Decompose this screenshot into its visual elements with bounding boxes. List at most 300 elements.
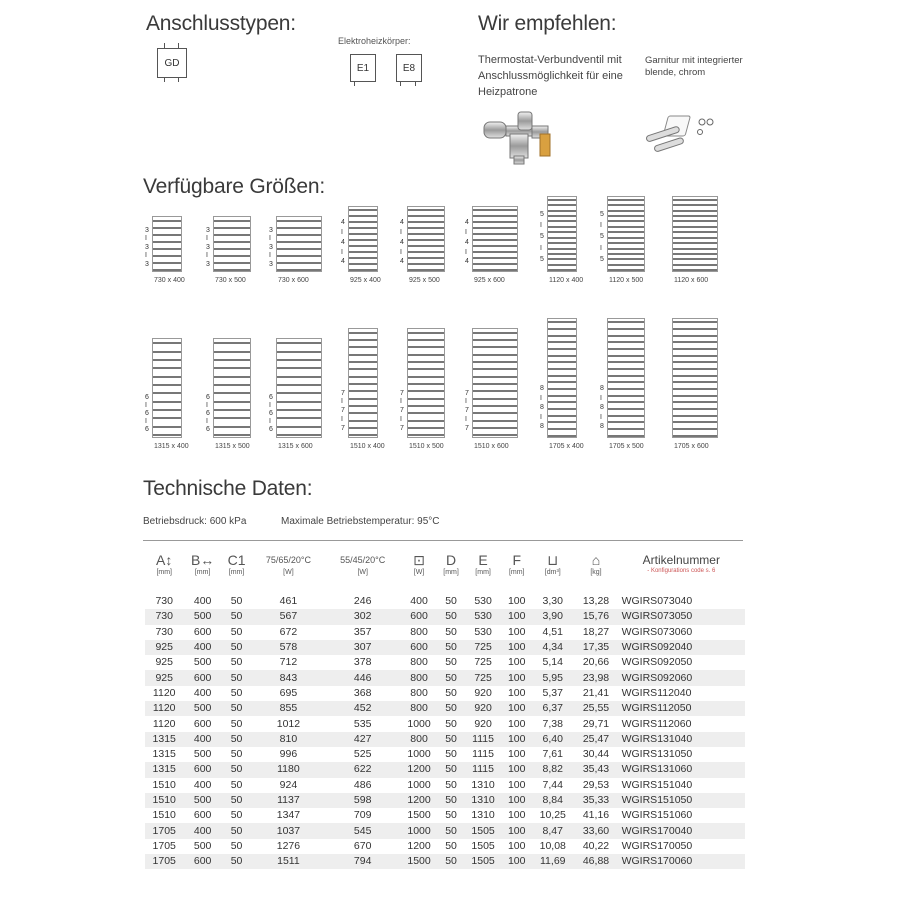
table-row <box>145 670 745 685</box>
table-cell: 246 <box>353 595 372 608</box>
radiator-rail <box>214 241 250 243</box>
radiator-rail <box>473 434 517 436</box>
section-count-label: 6 <box>206 410 210 417</box>
section-count-label: 7 <box>465 424 469 432</box>
section-count-label: 6 <box>206 426 210 433</box>
section-count-label: 4 <box>341 258 345 266</box>
table-cell: WGIRS170050 <box>621 839 693 852</box>
table-cell: 5,14 <box>542 656 563 669</box>
table-cell: 600 <box>183 762 221 777</box>
table-cell: 810 <box>251 732 325 747</box>
table-cell: 500 <box>193 656 212 669</box>
column-header-symbol: F <box>512 552 521 568</box>
column-header <box>464 552 502 594</box>
section-count-label: 6 <box>269 410 273 417</box>
table-cell: 25,47 <box>574 732 617 747</box>
column-header-unit: [W] <box>357 569 368 576</box>
heading-technische-daten: Technische Daten: <box>143 477 313 500</box>
table-cell: 6,40 <box>531 732 574 747</box>
table-cell: 1012 <box>276 717 301 730</box>
table-cell: 20,66 <box>582 656 610 669</box>
radiator-rail <box>153 234 181 236</box>
table-row <box>145 732 745 747</box>
table-cell: 23,98 <box>574 670 617 685</box>
table-cell: 50 <box>438 793 464 808</box>
table-cell: 50 <box>222 609 251 624</box>
radiator-rail <box>408 354 444 356</box>
radiator-rail <box>349 361 377 363</box>
radiator-rail <box>673 210 717 212</box>
table-cell: 1511 <box>251 854 325 869</box>
radiator-rail <box>408 227 444 229</box>
radiator-rail <box>153 241 181 243</box>
section-count-label: 4 <box>400 258 404 266</box>
radiator-rail <box>673 237 717 239</box>
table-cell: 600 <box>183 854 221 869</box>
table-cell: WGIRS151050 <box>618 793 745 808</box>
radiator-rail <box>673 258 717 260</box>
section-count-label: 6 <box>269 394 273 401</box>
radiator-rail <box>349 434 377 436</box>
table-body <box>145 594 745 869</box>
table-cell: 100 <box>507 595 526 608</box>
table-cell: 50 <box>222 732 251 747</box>
radiator-size-label: 1315 x 500 <box>215 443 250 450</box>
section-count-label: I <box>400 398 402 406</box>
radiator-size-label: 730 x 600 <box>278 277 309 284</box>
radiator-rail <box>277 269 321 271</box>
radiator-size-diagram <box>400 328 445 438</box>
table-cell: 452 <box>326 701 400 716</box>
radiator-size-diagram <box>269 338 322 438</box>
radiator-rail <box>153 409 181 411</box>
table-cell: 500 <box>183 793 221 808</box>
table-cell: 50 <box>438 762 464 777</box>
table-cell: WGIRS073060 <box>621 625 693 638</box>
radiator-size-label: 1705 x 500 <box>609 443 644 450</box>
table-cell: WGIRS170060 <box>618 854 745 869</box>
table-cell: 545 <box>326 823 400 838</box>
radiator-rail <box>277 359 321 361</box>
radiator-rail <box>473 233 517 235</box>
radiator-rail <box>153 351 181 353</box>
table-cell: 1200 <box>400 762 438 777</box>
radiator-size-diagram <box>672 196 718 272</box>
table-cell: WGIRS073050 <box>618 609 745 624</box>
radiator-rail <box>277 234 321 236</box>
thermostat-valve-image <box>482 108 562 168</box>
radiator-rail <box>548 355 576 357</box>
section-count-label: 3 <box>269 243 273 251</box>
table-cell: 1500 <box>400 854 438 869</box>
table-cell: 925 <box>145 640 183 655</box>
radiator-rail <box>153 417 181 419</box>
table-row <box>145 594 745 609</box>
table-cell: 1180 <box>251 762 325 777</box>
radiator-rail <box>408 420 444 422</box>
table-cell: 794 <box>326 854 400 869</box>
table-cell: 50 <box>230 686 243 699</box>
table-cell: 3,30 <box>542 595 563 608</box>
section-count-label: I <box>540 222 542 230</box>
table-cell: 500 <box>183 609 221 624</box>
table-cell: 1510 <box>145 793 183 808</box>
radiator-rail <box>153 359 181 361</box>
table-cell: 1310 <box>471 809 495 822</box>
table-cell: 4,34 <box>531 640 574 655</box>
column-header-unit: [mm] <box>475 569 491 576</box>
radiator-rail <box>548 248 576 250</box>
table-cell: 41,16 <box>582 809 610 822</box>
section-count-label: 7 <box>400 389 404 397</box>
radiator-rail <box>473 361 517 363</box>
table-cell: 50 <box>222 670 251 685</box>
radiator-rail <box>548 361 576 363</box>
table-cell: 5,37 <box>542 686 563 699</box>
table-cell: 535 <box>353 717 372 730</box>
section-count-label: 3 <box>206 227 210 235</box>
radiator-rail <box>673 421 717 423</box>
section-count-label: 7 <box>341 424 345 432</box>
column-header-unit: [mm] <box>156 569 172 576</box>
table-cell: 1000 <box>407 778 431 791</box>
radiator-size-diagram <box>269 216 322 272</box>
table-cell: 50 <box>222 762 251 777</box>
radiator-rail <box>548 395 576 397</box>
table-cell: 50 <box>230 809 243 822</box>
column-header <box>326 552 400 594</box>
radiator-rail <box>349 233 377 235</box>
column-header-unit: [mm] <box>194 569 211 576</box>
table-cell: 600 <box>183 670 221 685</box>
radiator-rail <box>153 269 181 271</box>
radiator-rail <box>277 417 321 419</box>
radiator-rail <box>408 332 444 334</box>
section-count-label: 3 <box>206 243 210 251</box>
table-cell: 100 <box>507 839 526 852</box>
radiator-rail <box>214 234 250 236</box>
table-cell: 29,71 <box>582 717 610 730</box>
column-header <box>183 552 221 594</box>
table-cell: 800 <box>410 686 428 699</box>
table-cell: WGIRS112060 <box>621 717 692 730</box>
radiator-rail <box>277 384 321 386</box>
column-header <box>222 552 251 594</box>
plug-icon <box>400 81 401 86</box>
table-cell: 33,60 <box>574 823 617 838</box>
table-cell: 725 <box>474 656 492 669</box>
radiator-rail <box>673 215 717 217</box>
section-count-label: I <box>269 418 271 425</box>
table-cell: 378 <box>353 656 372 669</box>
radiator-rail <box>608 264 644 266</box>
radiator-rail <box>408 390 444 392</box>
radiator-rail <box>408 245 444 247</box>
table-cell: 400 <box>193 595 212 608</box>
table-row <box>145 747 745 762</box>
radiator-rail <box>473 239 517 241</box>
radiator-rail <box>608 210 644 212</box>
table-cell: 50 <box>222 823 251 838</box>
radiator-rail <box>473 420 517 422</box>
section-count-label: 7 <box>400 424 404 432</box>
table-cell: 924 <box>279 778 298 791</box>
radiator-rail <box>277 376 321 378</box>
radiator-rail <box>548 415 576 417</box>
radiator-rail <box>153 220 181 222</box>
table-cell: 1115 <box>472 748 494 761</box>
table-cell: 400 <box>193 686 212 699</box>
table-cell: 855 <box>251 701 325 716</box>
radiator-rail <box>673 248 717 250</box>
table-cell: 11,69 <box>531 854 574 869</box>
section-count-label: 5 <box>540 210 544 218</box>
table-row <box>145 625 745 640</box>
radiator-size-diagram <box>341 206 378 272</box>
table-cell: 1505 <box>464 823 502 838</box>
column-header-unit: [mm] <box>443 569 459 576</box>
table-cell: 46,88 <box>574 854 617 869</box>
radiator-rail <box>473 412 517 414</box>
radiator-size-label: 1120 x 400 <box>549 277 584 284</box>
radiator-rail <box>473 354 517 356</box>
table-cell: 730 <box>145 609 183 624</box>
radiator-rail <box>408 269 444 271</box>
radiator-rail <box>153 342 181 344</box>
section-count-label: I <box>600 394 602 402</box>
table-cell: 30,44 <box>582 748 610 761</box>
section-count-label: 5 <box>600 210 604 218</box>
radiator-rail <box>349 420 377 422</box>
section-count-label: 6 <box>145 426 149 433</box>
radiator-rail <box>548 335 576 337</box>
radiator-rail <box>673 264 717 266</box>
table-cell: 400 <box>183 823 221 838</box>
table-cell: 1120 <box>145 701 183 716</box>
section-count-label: I <box>206 402 208 409</box>
radiator-rail <box>349 390 377 392</box>
radiator-rail <box>548 237 576 239</box>
radiator-rail <box>548 220 576 222</box>
radiator-rail <box>408 368 444 370</box>
radiator-rail <box>673 242 717 244</box>
section-count-label: I <box>145 418 147 425</box>
radiator-rail <box>408 383 444 385</box>
radiator-rail <box>608 355 644 357</box>
table-cell: 50 <box>438 823 464 838</box>
table-cell: 1115 <box>464 762 502 777</box>
radiator-rail <box>473 332 517 334</box>
radiator-rail <box>473 245 517 247</box>
radiator-rail <box>349 332 377 334</box>
section-count-label: I <box>269 235 271 243</box>
max-betriebstemperatur: Maximale Betriebstemperatur: 95°C <box>281 516 440 527</box>
section-count-label: 6 <box>145 394 149 401</box>
radiator-rail <box>349 354 377 356</box>
table-cell: 100 <box>507 686 526 699</box>
table-row <box>145 701 745 716</box>
column-header-unit: - Konfigurations code s. 6 <box>647 568 716 574</box>
radiator-size-label: 1510 x 600 <box>474 443 509 450</box>
radiator-rail <box>608 328 644 330</box>
table-row <box>145 655 745 670</box>
section-count-label: I <box>400 248 402 256</box>
radiator-rail <box>608 226 644 228</box>
radiator-rail <box>349 245 377 247</box>
table-cell: 50 <box>438 609 464 624</box>
section-count-label: I <box>206 418 208 425</box>
table-row <box>145 686 745 701</box>
radiator-rail <box>548 401 576 403</box>
section-count-label: 5 <box>540 233 544 241</box>
radiator-rail <box>608 415 644 417</box>
table-cell: 670 <box>353 839 372 852</box>
radiator-rail <box>473 339 517 341</box>
table-cell: 1200 <box>407 839 431 852</box>
radiator-rail <box>473 383 517 385</box>
radiator-rail <box>408 263 444 265</box>
radiator-rail <box>408 215 444 217</box>
table-cell: 5,95 <box>531 670 574 685</box>
radiator-rail <box>548 258 576 260</box>
radiator-rail <box>153 384 181 386</box>
radiator-rail <box>277 401 321 403</box>
section-count-label: 7 <box>465 389 469 397</box>
radiator-rail <box>214 434 250 436</box>
table-cell: 17,35 <box>574 640 617 655</box>
radiator-rail <box>548 321 576 323</box>
table-cell: 100 <box>502 640 531 655</box>
table-cell: 730 <box>155 595 173 608</box>
radiator-rail <box>548 381 576 383</box>
radiator-size-diagram <box>341 328 378 438</box>
table-cell: 800 <box>400 732 438 747</box>
table-cell: 578 <box>251 640 325 655</box>
betriebsdruck: Betriebsdruck: 600 kPa <box>143 516 247 527</box>
radiator-rail <box>673 355 717 357</box>
radiator-rail <box>214 367 250 369</box>
table-cell: 35,33 <box>574 793 617 808</box>
radiator-rail <box>408 346 444 348</box>
table-cell: 50 <box>445 625 457 638</box>
table-cell: 925 <box>145 670 183 685</box>
table-cell: 622 <box>326 762 400 777</box>
radiator-rail <box>214 220 250 222</box>
table-cell: 50 <box>445 686 457 699</box>
table-cell: 1315 <box>145 762 183 777</box>
section-count-label: 3 <box>206 260 210 268</box>
section-count-label: 5 <box>540 256 544 264</box>
table-cell: 427 <box>326 732 400 747</box>
radiator-rail <box>408 398 444 400</box>
table-cell: 50 <box>230 625 243 638</box>
radiator-rail <box>349 227 377 229</box>
table-cell: 7,61 <box>542 748 563 761</box>
radiator-rail <box>608 335 644 337</box>
radiator-rail <box>349 257 377 259</box>
table-cell: 1315 <box>145 732 183 747</box>
radiator-size-diagram <box>540 318 577 438</box>
table-row <box>145 778 745 793</box>
table-cell: 400 <box>410 595 428 608</box>
table-cell: 500 <box>193 748 212 761</box>
column-header-symbol: D <box>446 552 457 568</box>
table-cell: 100 <box>502 670 531 685</box>
radiator-rail <box>673 435 717 437</box>
radiator-rail <box>548 388 576 390</box>
radiator-rail <box>408 361 444 363</box>
radiator-rail <box>349 339 377 341</box>
table-cell: 100 <box>502 762 531 777</box>
section-count-label: 8 <box>540 404 544 412</box>
radiator-rail <box>608 348 644 350</box>
section-count-label: 7 <box>400 407 404 415</box>
radiator-rail <box>349 239 377 241</box>
radiator-rail <box>153 401 181 403</box>
table-cell: 530 <box>474 625 492 638</box>
radiator-rail <box>548 328 576 330</box>
table-cell: 3,90 <box>531 609 574 624</box>
radiator-rail <box>473 405 517 407</box>
table-cell: 1120 <box>152 686 176 699</box>
section-count-label: 5 <box>600 256 604 264</box>
radiator-rail <box>673 269 717 271</box>
table-cell: 672 <box>279 625 298 638</box>
column-header <box>400 552 438 594</box>
radiator-rail <box>153 376 181 378</box>
radiator-rail <box>214 384 250 386</box>
radiator-rail <box>153 426 181 428</box>
radiator-rail <box>548 269 576 271</box>
radiator-size-label: 730 x 400 <box>154 277 185 284</box>
table-cell: 18,27 <box>582 625 610 638</box>
table-cell: 461 <box>279 595 298 608</box>
radiator-rail <box>473 263 517 265</box>
radiator-size-label: 1120 x 600 <box>674 277 709 284</box>
table-cell: 50 <box>230 656 243 669</box>
table-cell: 50 <box>445 595 457 608</box>
radiator-rail <box>473 368 517 370</box>
radiator-rail <box>548 408 576 410</box>
radiator-rail <box>214 359 250 361</box>
radiator-rail <box>408 405 444 407</box>
column-header-symbol: 75/65/20°C <box>265 555 311 565</box>
radiator-rail <box>608 435 644 437</box>
table-cell: 1315 <box>152 748 176 761</box>
radiator-rail <box>153 262 181 264</box>
table-cell: 1000 <box>407 717 431 730</box>
section-count-label: 4 <box>341 238 345 246</box>
column-header <box>574 552 617 594</box>
table-cell: 8,82 <box>531 762 574 777</box>
table-row <box>145 839 745 854</box>
table-row <box>145 823 745 838</box>
table-cell: 40,22 <box>582 839 610 852</box>
table-cell: WGIRS073040 <box>621 595 693 608</box>
radiator-rail <box>673 335 717 337</box>
column-header-unit: [mm] <box>508 569 525 576</box>
table-cell: 600 <box>400 640 438 655</box>
connection-e8-box: E8 <box>396 54 422 82</box>
table-cell: 100 <box>502 793 531 808</box>
radiator-rail <box>277 342 321 344</box>
radiator-rail <box>408 251 444 253</box>
column-header <box>531 552 574 594</box>
table-cell: 400 <box>193 778 212 791</box>
table-cell: 13,28 <box>582 595 610 608</box>
section-count-label: 3 <box>269 227 273 235</box>
column-header-symbol: A↕ <box>156 552 173 568</box>
